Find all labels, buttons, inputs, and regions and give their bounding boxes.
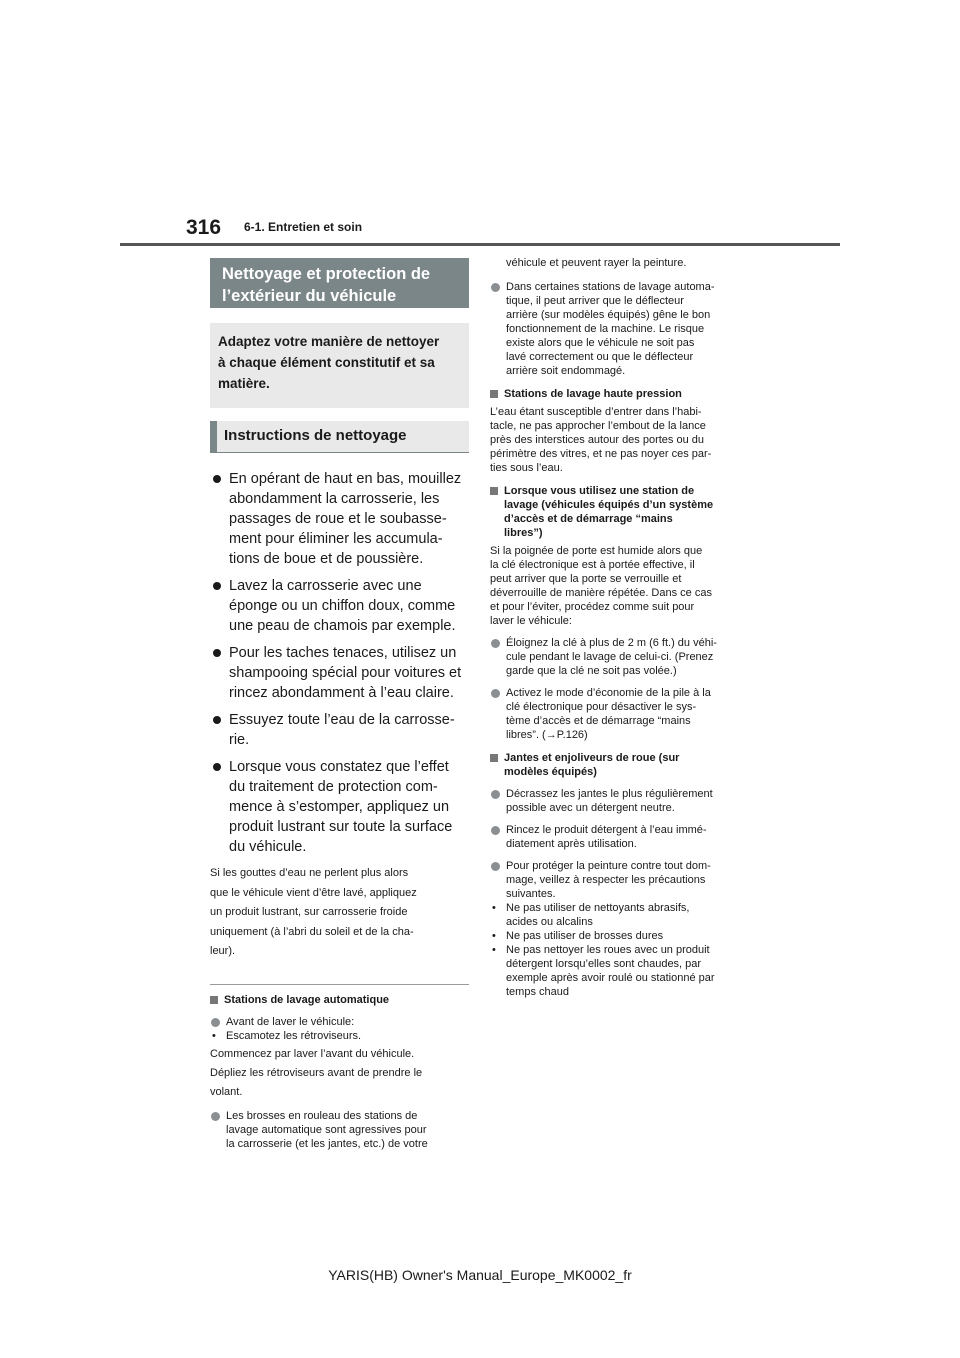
divider	[210, 984, 469, 985]
high-pressure-heading: Stations de lavage haute pression	[490, 387, 760, 401]
list-item-continuation: véhicule et peuvent rayer la peinture.	[506, 257, 687, 269]
list-item: Activez le mode d’économie de la pile à la clé électronique pour désactiver le sys- tème d’accès et de démarrage “mains libres”. (→P.126)	[490, 686, 760, 742]
list-item: Avant de laver le véhicule:	[210, 1015, 469, 1029]
list-item: Éloignez la clé à plus de 2 m (6 ft.) du véhi- cule pendant le lavage de celui-ci. (Prenez garde que la clé ne soit pas volée.)	[490, 636, 760, 678]
header-rule	[120, 243, 840, 246]
list-item: Dans certaines stations de lavage automa- tique, il peut arriver que le déflecteur arrière (sur modèles équipés) gêne le bon fonctionnement de la machine. Le risque existe alors que le véhicule ne soit pas lavé correctement ou que le déflecteur arrière soit endommagé.	[490, 280, 760, 378]
footer-text: YARIS(HB) Owner's Manual_Europe_MK0002_fr	[328, 1267, 632, 1283]
section-title: Nettoyage et protection de l’extérieur du véhicule	[210, 258, 469, 308]
right-column	[490, 256, 760, 999]
page-number: 316	[186, 216, 222, 239]
sub-item: • Escamotez les rétroviseurs.	[212, 1029, 362, 1042]
list-item: Pour protéger la peinture contre tout dom- mage, veillez à respecter les précautions suivantes.	[490, 859, 760, 901]
wax-note: Si les gouttes d’eau ne perlent plus alors que le véhicule vient d’être lavé, appliquez un produit lustrant, sur carrosserie froide uniquement (à l’abri du soleil et de la cha- leur).	[210, 867, 417, 957]
smart-key-paragraph: Si la poignée de porte est humide alors que la clé électronique est à portée effective, il peut arriver que la porte se verrouille et déverrouille de manière répétée. Dans ce cas et pour l’éviter, procédez comme suit pour laver le véhicule:	[490, 545, 712, 627]
wheels-heading: Jantes et enjoliveurs de roue (sur modèles équipés)	[490, 751, 760, 779]
list-item: Pour les taches tenaces, utilisez un shampooing spécial pour voitures et rincez abondamment à l’eau claire.	[210, 643, 469, 703]
list-item: Rincez le produit détergent à l’eau immé- diatement après utilisation.	[490, 823, 760, 851]
intro-box: Adaptez votre manière de nettoyer à chaque élément constitutif et sa matière.	[210, 323, 469, 408]
list-item: Lavez la carrosserie avec une éponge ou un chiffon doux, comme une peau de chamois par exemple.	[210, 576, 469, 636]
sub-item: • Ne pas nettoyer les roues avec un produit détergent lorsqu’elles sont chaudes, par exemple après avoir roulé ou stationné par temps chaud	[492, 944, 715, 998]
sub-item: • Ne pas utiliser de nettoyants abrasifs, acides ou alcalins	[492, 902, 690, 928]
section-reference: 6-1. Entretien et soin	[244, 220, 363, 234]
high-pressure-paragraph: L’eau étant susceptible d’entrer dans l’habi- tacle, ne pas approcher l’embout de la lance près des interstices autour des portes ou du périmètre des vitres, et ne pas noyer ces par- ties sous l’eau.	[490, 406, 712, 474]
list-item: Lorsque vous constatez que l’effet du traitement de protection com- mence à s’estomper, appliquez un produit lustrant sur toute la surface du véhicule.	[210, 757, 469, 857]
list-item: En opérant de haut en bas, mouillez abondamment la carrosserie, les passages de roue et le soubasse- ment pour éliminer les accumula- tions de boue et de poussière.	[210, 469, 469, 569]
left-column	[210, 258, 469, 1151]
auto-wash-heading: Stations de lavage automatique	[210, 993, 469, 1007]
cleaning-steps-list	[210, 469, 469, 857]
smart-key-heading: Lorsque vous utilisez une station de lavage (véhicules équipés d’un système d’accès et de démarrage “mains libres”)	[490, 484, 760, 540]
sub-item: • Ne pas utiliser de brosses dures	[492, 930, 664, 942]
list-item: Essuyez toute l’eau de la carrosse- rie.	[210, 710, 469, 750]
subsection-title: Instructions de nettoyage	[210, 421, 469, 453]
auto-wash-paragraph: Commencez par laver l’avant du véhicule. Dépliez les rétroviseurs avant de prendre le volant.	[210, 1047, 423, 1098]
list-item: Décrassez les jantes le plus régulièrement possible avec un détergent neutre.	[490, 787, 760, 815]
list-item: Les brosses en rouleau des stations de lavage automatique sont agressives pour la carrosserie (et les jantes, etc.) de votre	[210, 1109, 469, 1151]
